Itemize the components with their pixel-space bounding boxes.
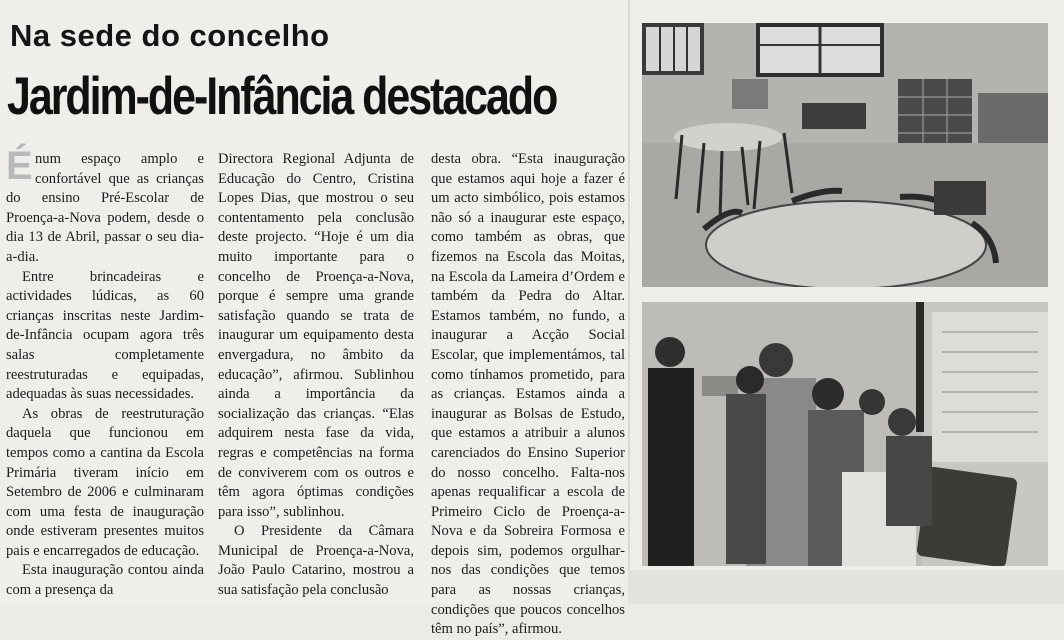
drop-cap: É — [6, 144, 33, 188]
paragraph: O Presidente da Câmara Municipal de Proença-a-Nova, João Paulo Catarino, mostrou a sua satisfação pela conclusão — [218, 523, 414, 599]
visitors-photo — [642, 302, 1048, 566]
paragraph: Entre brincadeiras e actividades lúdicas, as 60 crianças inscritas neste Jardim-de-Infância ocupam agora três salas completamente reestruturadas e equipadas, adequadas às suas necessidades. — [6, 268, 204, 403]
article-column-1 — [6, 144, 204, 601]
classroom-photo — [642, 23, 1048, 287]
page-edge-strip — [628, 570, 1064, 604]
column-separator — [628, 0, 630, 604]
article-column-2 — [218, 150, 414, 601]
kicker: Na sede do concelho — [10, 18, 330, 53]
paragraph: Esta inauguração contou ainda com a presença da — [6, 562, 204, 599]
paragraph: Énum espaço amplo e confortável que as crianças do ensino Pré-Escolar de Proença-a-Nova podem, desde o dia 13 de Abril, passar o seu dia-a-dia. — [6, 144, 204, 265]
article-column-3 — [431, 150, 625, 640]
headline: Jardim-de-Infância destacado — [7, 67, 557, 126]
paragraph: As obras de reestruturação daquela que funcionou em tempos como a cantina da Escola Primária tiveram início em Setembro de 2006 e culminaram com uma festa de inauguração onde estiveram presentes muitos pais e encarregados de educação. — [6, 405, 204, 559]
paragraph: Directora Regional Adjunta de Educação do Centro, Cristina Lopes Dias, que mostrou o seu contentamento pela conclusão deste projecto. “Hoje é um dia muito importante para o concelho de Proença-a-Nova, porque é sempre uma grande satisfação quando se trata de inaugurar um equipamento desta envergadura, no âmbito da educação”, afirmou. Sublinhou ainda a importância da socialização das crianças. “Elas adquirem nesta fase da vida, regras e competências na forma de conviverem com os outros e têm agora óptimas condições para isso”, sublinhou. — [218, 151, 414, 520]
paragraph: desta obra. “Esta inauguração que estamos aqui hoje a fazer é um acto simbólico, pois estamos não só a inaugurar este espaço, como também as obras, que fizemos na Escola das Moitas, na Escola da Lameira d’Ordem e também da Pedra do Altar. Estamos também, no fundo, a inaugurar a Acção Social Escolar, que implementámos, tal como tínhamos prometido, para as crianças. Estamos ainda a inaugurar as Bolsas de Estudo, que estamos a atribuir a alunos carenciados do Ensino Superior do nosso concelho. Falta-nos apenas requalificar a escola de Primeiro Ciclo de Proença-a-Nova e da Sobreira Formosa e depois sim, podemos orgulhar-nos das condições que temos para as nossas crianças, condições que poucos concelhos têm no país”, afirmou. — [431, 151, 625, 638]
